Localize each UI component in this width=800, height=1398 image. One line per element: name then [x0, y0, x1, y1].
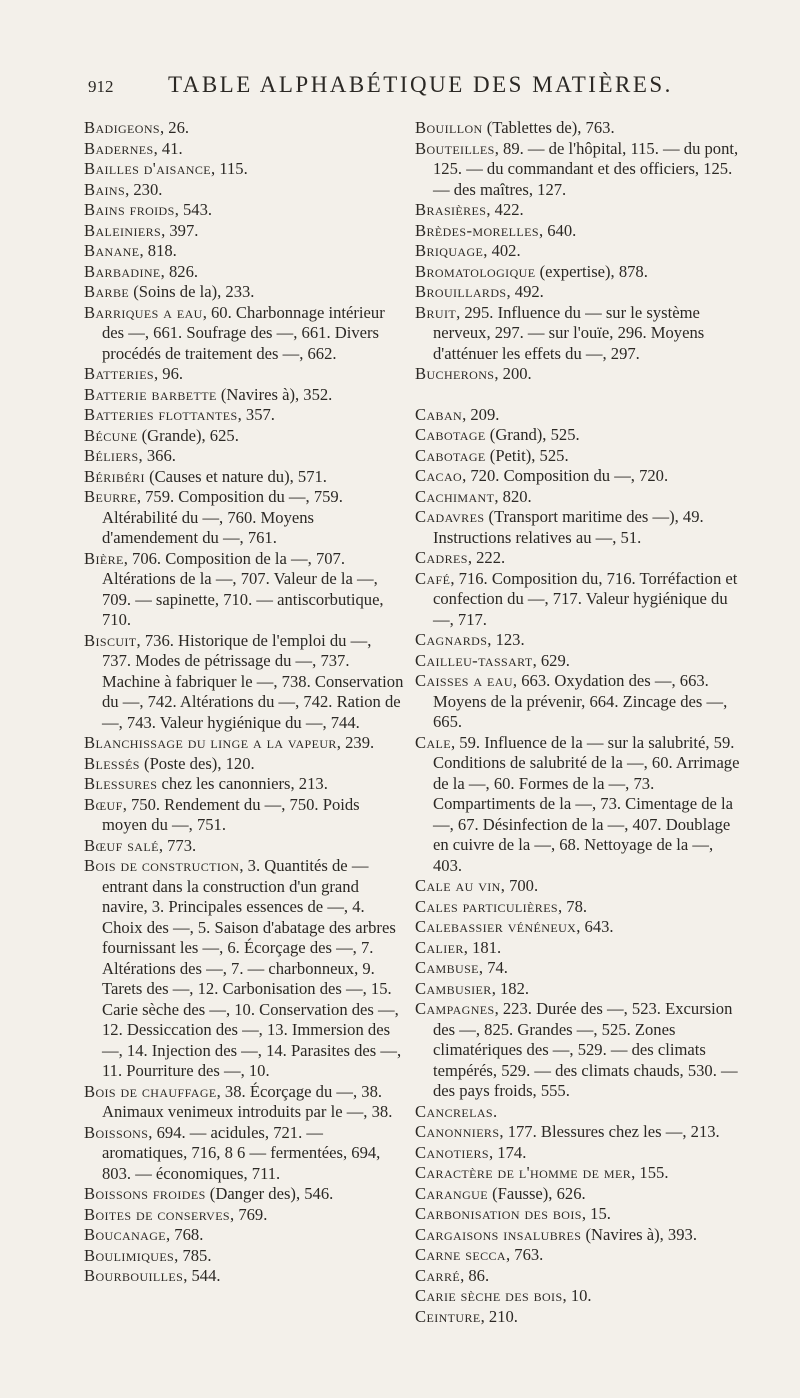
index-entry: [84, 733, 404, 754]
entry-headword: Carré: [415, 1265, 461, 1285]
entry-headword: Cagnards: [415, 630, 488, 649]
page-header: [88, 72, 718, 98]
index-entry: [415, 1225, 745, 1246]
entry-headword: Bière: [84, 548, 124, 568]
index-entry: [415, 733, 745, 877]
entry-references: , 177. Blessures chez les —, 213.: [499, 1122, 720, 1141]
entry-references: chez les canonniers, 213.: [157, 774, 328, 793]
entry-references: , 820.: [494, 486, 532, 506]
entry-references: , 750. Rendement du —, 750. Poids moyen du —, 751.: [102, 794, 360, 834]
entry-headword: Caban: [415, 404, 463, 424]
index-entry: [415, 1184, 745, 1205]
entry-headword: Bains: [84, 179, 126, 199]
entry-references: , 492.: [506, 282, 544, 301]
index-entry: [84, 139, 404, 160]
entry-references: , 41.: [153, 138, 183, 158]
index-entry: [84, 795, 404, 836]
entry-references: (Grande), 625.: [137, 425, 239, 445]
entry-references: , 222.: [467, 548, 506, 567]
entry-references: , 663. Oxydation des —, 663. Moyens de la prévenir, 664. Zincage des —, 665.: [433, 671, 728, 731]
entry-headword: Badernes: [84, 138, 154, 158]
entry-headword: Baleiniers: [84, 220, 162, 240]
entry-headword: Cargaisons insalubres: [415, 1224, 582, 1244]
index-entry: [415, 917, 745, 938]
entry-headword: Cale: [415, 732, 451, 752]
entry-references: , 78.: [558, 896, 588, 916]
index-entry: [84, 241, 404, 262]
index-entry: [84, 549, 404, 631]
entry-headword: Beurre: [84, 487, 137, 506]
index-entry: [84, 1246, 404, 1267]
entry-headword: Boissons froides: [84, 1184, 206, 1203]
entry-headword: Blessés: [84, 753, 140, 773]
entry-headword: Cadres: [415, 548, 468, 567]
entry-references: (expertise), 878.: [535, 261, 648, 281]
entry-headword: Bourbouilles: [84, 1266, 184, 1285]
index-entry: [415, 466, 745, 487]
entry-headword: Brèdes-morelles: [415, 220, 539, 240]
index-entry: [415, 1122, 745, 1143]
entry-headword: Bailles d'aisance: [84, 159, 212, 178]
entry-headword: Bromatologique: [415, 261, 536, 281]
index-column-right: [415, 118, 745, 1327]
index-entry: [415, 405, 745, 426]
entry-references: , 239.: [336, 733, 375, 752]
entry-references: , 3. Quantités de — entrant dans la construction d'un grand navire, 3. Principales essences de —, 4. Choix des —, 5. Saison d'abatage des arbres fournissant les —, 6. Écorçage des —, 7. Altérations des —, 7. — charbonneux, 9. Tarets des —, 12. Carbonisation des —, 15. Carie sèche des —, 10. Conservation des —, 12. Dessiccation des —, 13. Immersion des —, 14. Injection des —, 14. Parasites des —, 11. Pourriture des —, 10.: [102, 856, 402, 1080]
entry-headword: Bécune: [84, 425, 138, 445]
index-entry: [415, 979, 745, 1000]
index-entry: [84, 262, 404, 283]
entry-headword: Café: [415, 568, 451, 588]
entry-references: (Transport maritime des —), 49. Instructions relatives au —, 51.: [433, 507, 704, 547]
entry-headword: Cambuse: [415, 958, 479, 977]
entry-references: , 295. Influence du — sur le système nerveux, 297. — sur l'ouïe, 296. Moyens d'atténuer les effets du —, 297.: [433, 302, 705, 363]
entry-headword: Cabotage: [415, 445, 486, 465]
entry-headword: Cabotage: [415, 425, 486, 444]
index-entry: [415, 671, 745, 733]
entry-references: , 768.: [166, 1225, 204, 1244]
entry-headword: Brasières: [415, 200, 487, 219]
entry-headword: Boucanage: [84, 1225, 166, 1244]
entry-references: , 643.: [576, 917, 614, 936]
entry-headword: Caractère de l'homme de mer: [415, 1163, 632, 1182]
index-entry: [84, 1184, 404, 1205]
entry-references: , 230.: [125, 179, 163, 199]
index-entry: [415, 1245, 745, 1266]
entry-references: (Grand), 525.: [485, 425, 580, 444]
index-entry: [415, 118, 745, 139]
entry-references: , 200.: [494, 364, 532, 383]
entry-headword: Cancrelas: [415, 1101, 494, 1121]
entry-headword: Batteries: [84, 364, 154, 383]
entry-references: , 209.: [462, 404, 500, 424]
index-entry: [84, 118, 404, 139]
entry-headword: Bouteilles: [415, 138, 495, 158]
entry-references: , 182.: [491, 978, 530, 998]
index-entry: [415, 999, 745, 1102]
entry-references: , 397.: [161, 220, 199, 240]
index-entry: [415, 425, 745, 446]
entry-headword: Blanchissage du linge a la vapeur: [84, 733, 337, 752]
index-entry: [84, 303, 404, 365]
entry-headword: Cales particulières: [415, 896, 558, 916]
entry-references: , 706. Composition de la —, 707. Altérations de la —, 707. Valeur de la —, 709. — sapinette, 710. — antiscorbutique, 710.: [102, 548, 384, 629]
entry-references: (Navires à), 352.: [216, 384, 333, 404]
entry-headword: Carie sèche des bois: [415, 1286, 563, 1305]
index-entry: [84, 159, 404, 180]
entry-headword: Béribéri: [84, 466, 145, 486]
index-entry: [415, 569, 745, 631]
entry-references: , 629.: [532, 650, 570, 670]
entry-references: , 694. — acidules, 721. — aromatiques, 716, 8 6 — fermentées, 694, 803. — économiques, 711.: [102, 1122, 381, 1183]
entry-headword: Barbe: [84, 282, 130, 301]
entry-references: , 96.: [154, 364, 184, 383]
page-number: 912: [88, 77, 114, 96]
index-entry: [415, 241, 745, 262]
index-entry: [84, 467, 404, 488]
entry-references: , 716. Composition du, 716. Torréfaction et confection du —, 717. Valeur hygiénique du —, 717.: [433, 568, 738, 629]
entry-references: , 759. Composition du —, 759. Altérabilité du —, 760. Moyens d'amendement du —, 761.: [102, 487, 343, 547]
entry-references: , 60. Charbonnage intérieur des —, 661. Soufrage des —, 661. Divers procédés de traitement des —, 662.: [102, 302, 385, 363]
index-entry: [84, 631, 404, 734]
entry-references: , 74.: [478, 958, 508, 977]
entry-references: , 15.: [581, 1204, 611, 1223]
index-entry: [415, 200, 745, 221]
index-entry: [84, 221, 404, 242]
entry-headword: Cachimant: [415, 486, 495, 506]
index-entry: [84, 1205, 404, 1226]
index-entry: [415, 487, 745, 508]
entry-headword: Campagnes: [415, 999, 495, 1018]
entry-references: , 543.: [174, 200, 213, 219]
index-entry: [84, 180, 404, 201]
entry-references: (Navires à), 393.: [581, 1224, 697, 1244]
index-entry: [415, 1266, 745, 1287]
entry-references: , 59. Influence de la — sur la salubrité, 59. Conditions de salubrité de la —, 60. Arrimage de la —, 60. Formes de la —, 73. Compartiments de la —, 73. Cimentage de la —, 67. Désinfection de la —, 407. Doublage en cuivre de la —, 68. Nettoyage de la —, 403.: [433, 732, 740, 875]
entry-headword: Brouillards: [415, 282, 507, 301]
index-entry: [84, 446, 404, 467]
entry-references: , 210.: [480, 1306, 518, 1326]
index-entry: [415, 221, 745, 242]
entry-headword: Bruit: [415, 302, 457, 322]
entry-headword: Barriques a eau: [84, 302, 203, 322]
entry-references: (Fausse), 626.: [487, 1183, 586, 1203]
entry-headword: Boulimiques: [84, 1245, 175, 1265]
index-entry: [84, 1225, 404, 1246]
entry-references: , 155.: [631, 1163, 669, 1182]
entry-headword: Calebassier vénéneux: [415, 917, 577, 936]
entry-references: , 174.: [489, 1142, 527, 1162]
index-entry: [415, 548, 745, 569]
entry-headword: Carne secca: [415, 1245, 506, 1264]
index-entry: [415, 262, 745, 283]
index-entry: [415, 139, 745, 201]
entry-references: , 544.: [183, 1266, 221, 1285]
index-entry: [415, 958, 745, 979]
entry-references: , 422.: [486, 200, 524, 219]
index-entry: [84, 385, 404, 406]
entry-references: , 700.: [500, 876, 539, 895]
entry-headword: Bucherons: [415, 364, 495, 383]
index-entry: [84, 405, 404, 426]
entry-headword: Cailleu-tassart: [415, 650, 533, 670]
index-entry: [415, 630, 745, 651]
entry-headword: Biscuit: [84, 630, 137, 650]
entry-headword: Blessures: [84, 774, 158, 793]
index-entry: [415, 1307, 745, 1328]
index-entry: [84, 1266, 404, 1287]
index-entry: [415, 507, 745, 548]
entry-headword: Boissons: [84, 1122, 149, 1142]
entry-references: , 223. Durée des —, 523. Excursion des —, 825. Grandes —, 525. Zones climatériques des —, 529. — des climats tempérés, 529. — des climats chauds, 530. — des pays froids, 555.: [433, 999, 738, 1100]
entry-headword: Bœuf salé: [84, 835, 159, 855]
index-column-left: [84, 118, 404, 1287]
entry-references: , 763.: [505, 1245, 544, 1264]
entry-headword: Calier: [415, 937, 464, 957]
index-entry: [84, 774, 404, 795]
index-entry: [84, 754, 404, 775]
entry-headword: Bains froids: [84, 200, 175, 219]
entry-references: , 640.: [538, 220, 577, 240]
entry-references: , 38. Écorçage du —, 38. Animaux venimeux introduits par le —, 38.: [102, 1081, 393, 1121]
entry-references: (Soins de la), 233.: [129, 282, 255, 301]
entry-references: (Poste des), 120.: [139, 753, 255, 773]
index-entry: [84, 856, 404, 1082]
entry-headword: Béliers: [84, 446, 139, 465]
entry-references: (Danger des), 546.: [205, 1184, 334, 1203]
entry-references: , 89. — de l'hôpital, 115. — du pont, 125. — du commandant et des officiers, 125. — des maîtres, 127.: [433, 138, 739, 199]
index-entry: [415, 303, 745, 365]
entry-references: , 181.: [463, 937, 502, 957]
entry-headword: Barbadine: [84, 261, 161, 281]
index-entry: [415, 938, 745, 959]
entry-headword: Boites de conserves: [84, 1204, 231, 1224]
entry-headword: Carangue: [415, 1183, 488, 1203]
entry-headword: Caisses a eau: [415, 671, 513, 690]
entry-references: , 769.: [230, 1204, 268, 1224]
entry-headword: Cale au vin: [415, 876, 501, 895]
index-entry: [415, 1102, 745, 1123]
entry-headword: Bouillon: [415, 118, 483, 137]
entry-headword: Bois de chauffage: [84, 1081, 217, 1101]
entry-headword: Bois de construction: [84, 856, 240, 875]
index-entry: [84, 282, 404, 303]
entry-references: , 115.: [211, 159, 248, 178]
entry-references: , 86.: [460, 1265, 490, 1285]
entry-references: (Tablettes de), 763.: [482, 118, 615, 137]
entry-references: , 10.: [562, 1286, 592, 1305]
index-entry: [84, 487, 404, 549]
entry-references: , 736. Historique de l'emploi du —, 737. Modes de pétrissage du —, 737. Machine à fabriquer le —, 738. Conservation du —, 742. Altérations du —, 742. Ration de —, 743. Valeur hygiénique du —, 744.: [102, 630, 404, 732]
entry-headword: Canonniers: [415, 1122, 500, 1141]
entry-references: , 720. Composition du —, 720.: [462, 466, 669, 485]
entry-headword: Badigeons: [84, 118, 160, 137]
entry-headword: Cacao: [415, 466, 463, 485]
index-entry: [415, 282, 745, 303]
index-entry: [84, 426, 404, 447]
index-entry: [415, 364, 745, 385]
index-entry: [84, 200, 404, 221]
entry-references: , 818.: [139, 241, 177, 260]
index-entry: [415, 446, 745, 467]
entry-headword: Briquage: [415, 241, 484, 260]
entry-headword: Cambusier: [415, 978, 492, 998]
index-entry: [84, 1123, 404, 1185]
entry-references: , 402.: [483, 241, 521, 260]
entry-references: , 366.: [138, 446, 176, 465]
index-entry: [415, 1143, 745, 1164]
entry-references: .: [493, 1101, 498, 1121]
index-entry: [84, 364, 404, 385]
index-entry: [415, 1286, 745, 1307]
index-entry: [415, 897, 745, 918]
entry-headword: Carbonisation des bois: [415, 1204, 582, 1223]
entry-headword: Canotiers: [415, 1142, 489, 1162]
entry-references: , 26.: [160, 118, 190, 137]
entry-headword: Bœuf: [84, 794, 123, 814]
index-entry: [415, 1204, 745, 1225]
entry-references: , 785.: [174, 1245, 212, 1265]
entry-references: (Petit), 525.: [485, 445, 569, 465]
entry-headword: Cadavres: [415, 507, 485, 526]
entry-headword: Batteries flottantes: [84, 405, 238, 424]
index-entry: [415, 876, 745, 897]
entry-references: , 773.: [158, 835, 197, 855]
entry-references: , 826.: [160, 261, 199, 281]
entry-references: (Causes et nature du), 571.: [144, 466, 327, 486]
index-entry: [415, 1163, 745, 1184]
index-entry: [84, 836, 404, 857]
index-entry: [415, 651, 745, 672]
entry-references: , 357.: [237, 405, 275, 424]
index-entry: [84, 1082, 404, 1123]
entry-headword: Banane: [84, 241, 140, 260]
entry-references: , 123.: [487, 630, 525, 649]
entry-headword: Batterie barbette: [84, 384, 217, 404]
running-title: TABLE ALPHABÉTIQUE DES MATIÈRES.: [168, 72, 673, 97]
entry-headword: Ceinture: [415, 1306, 481, 1326]
